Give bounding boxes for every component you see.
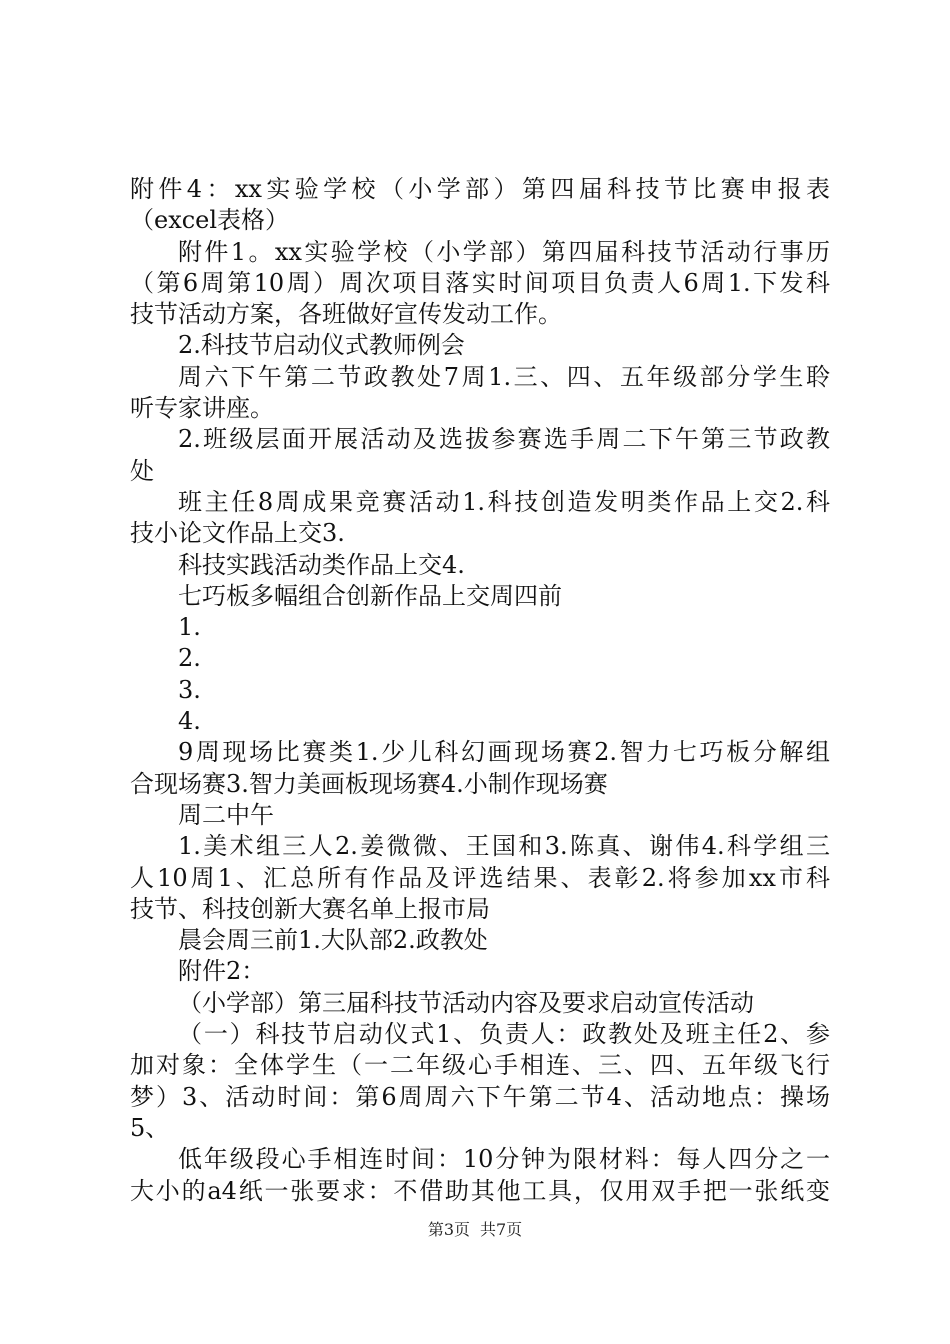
text-line: 附件1。xx实验学校（小学部）第四届科技节活动行事历 [178, 237, 830, 266]
page-total: 共7页 [480, 1220, 523, 1239]
text-line: 1. [178, 613, 201, 642]
text-line: 4. [178, 707, 201, 736]
text-line: 3. [178, 675, 201, 704]
text-line: 9周现场比赛类1.少儿科幻画现场赛2.智力七巧板分解组 [178, 738, 830, 767]
page-number: 第3页 [427, 1220, 470, 1239]
text-line: 七巧板多幅组合创新作品上交周四前 [178, 581, 562, 610]
document-body [130, 174, 830, 1207]
text-line: 1.美术组三人2.姜微微、王国和3.陈真、谢伟4.科学组三 [178, 832, 830, 861]
text-line: 5、 [130, 1113, 170, 1142]
text-line: 晨会周三前1.大队部2.政教处 [178, 926, 488, 955]
text-line: （一）科技节启动仪式1、负责人：政教处及班主任2、参 [178, 1020, 830, 1049]
text-line: 附件4：xx实验学校（小学部）第四届科技节比赛申报表 [130, 175, 830, 203]
text-line: 梦）3、活动时间：第6周周六下午第二节4、活动地点：操场 [130, 1082, 830, 1111]
text-line: 班主任8周成果竞赛活动1.科技创造发明类作品上交2.科 [178, 487, 830, 516]
text-line: 低年级段心手相连时间：10分钟为限材料：每人四分之一 [178, 1145, 830, 1174]
text-line: 技节活动方案，各班做好宣传发动工作。 [130, 300, 562, 329]
text-line: 技节、科技创新大赛名单上报市局 [130, 894, 490, 923]
text-line: （第6周第10周）周次项目落实时间项目负责人6周1.下发科 [130, 268, 830, 297]
text-line: 周二中午 [178, 800, 274, 829]
text-line: 合现场赛3.智力美画板现场赛4.小制作现场赛 [130, 769, 608, 798]
text-line: 2. [178, 644, 201, 673]
text-line: 加对象：全体学生（一二年级心手相连、三、四、五年级飞行 [130, 1051, 830, 1080]
text-line: 大小的a4纸一张要求：不借助其他工具，仅用双手把一张纸变 [130, 1176, 830, 1205]
text-line: 听专家讲座。 [130, 394, 274, 423]
text-line: （小学部）第三届科技节活动内容及要求启动宣传活动 [178, 988, 754, 1017]
text-line: 周六下午第二节政教处7周1.三、四、五年级部分学生聆 [178, 362, 830, 391]
text-line: 2.班级层面开展活动及选拔参赛选手周二下午第三节政教 [178, 425, 830, 454]
text-line: 2.科技节启动仪式教师例会 [178, 331, 465, 360]
text-line: 处 [130, 456, 154, 485]
text-line: 人10周1、汇总所有作品及评选结果、表彰2.将参加xx市科 [130, 863, 830, 892]
text-line: 技小论文作品上交3. [130, 519, 345, 548]
text-line: 科技实践活动类作品上交4. [178, 550, 465, 579]
page-footer [0, 1220, 950, 1240]
text-line: （excel表格） [130, 206, 290, 235]
text-line: 附件2： [178, 957, 266, 986]
